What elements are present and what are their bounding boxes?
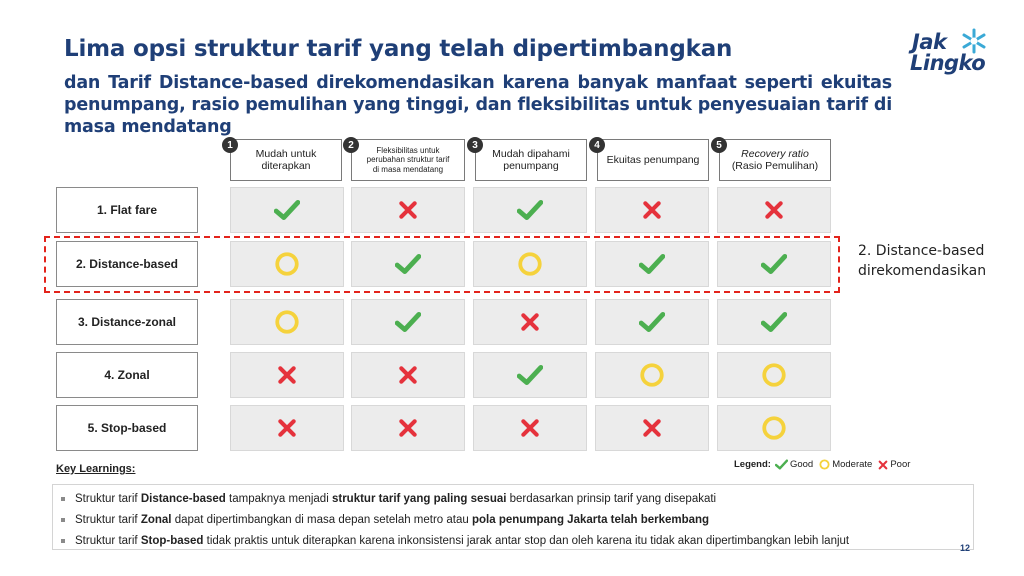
column-header-easy-to-understand: [475, 139, 587, 181]
cross-icon: [520, 312, 540, 332]
rating-cell-good: [473, 352, 587, 398]
column-header-flexibility: [351, 139, 465, 181]
criterion-number-4: 4: [589, 137, 605, 153]
rating-cell-good: [351, 299, 465, 345]
bullet-text: Struktur tarif: [75, 514, 141, 526]
criterion-number-3: 3: [467, 137, 483, 153]
legend: [734, 459, 913, 470]
rating-cell-moderate: [230, 299, 344, 345]
legend-moderate: [819, 459, 872, 470]
slide-title: Lima opsi struktur tarif yang telah dipertimbangkan: [64, 36, 733, 62]
criterion-number-2: 2: [343, 137, 359, 153]
bullet-text: Struktur tarif: [75, 493, 141, 505]
slide-subtitle: dan Tarif Distance-based direkomendasikan karena banyak manfaat seperti ekuitas penumpang, rasio pemulihan yang tinggi, dan fleksibilitas untuk penyesuaian tarif di masa mendatang: [64, 73, 892, 137]
page-number: 12: [960, 543, 971, 553]
recommendation-callout: [858, 241, 986, 281]
rating-cell-poor: [717, 187, 831, 233]
bullet-text: tampaknya menjadi: [225, 493, 332, 505]
rating-cell-poor: [351, 352, 465, 398]
circle-icon: [761, 362, 787, 388]
row-label-distance-zonal: 3. Distance-zonal: [56, 299, 198, 345]
column-header-text: diterapkan: [261, 160, 311, 172]
check-icon: [639, 311, 665, 333]
bullet-emphasis: pola penumpang Jakarta telah berkembang: [471, 514, 710, 526]
bullet-text: tidak praktis untuk diterapkan karena inkonsistensi jarak antar stop dan oleh karena itu tidak akan dipertimbangkan lebih lanjut: [203, 535, 850, 547]
key-learnings-title: Key Learnings:: [56, 463, 136, 475]
cross-icon: [642, 200, 662, 220]
rating-cell-moderate: [717, 352, 831, 398]
legend-good: [775, 459, 813, 470]
cross-icon: [277, 365, 297, 385]
logo-star-icon: [959, 26, 989, 56]
row-label-flat-fare: 1. Flat fare: [56, 187, 198, 233]
row-label-stop-based: 5. Stop-based: [56, 405, 198, 451]
circle-icon: [819, 459, 830, 470]
check-icon: [775, 459, 788, 470]
rating-cell-poor: [230, 405, 344, 451]
row-label-zonal: 4. Zonal: [56, 352, 198, 398]
row-label-distance-based: 2. Distance-based: [56, 241, 198, 287]
bullet-text: Struktur tarif: [75, 535, 141, 547]
check-icon: [274, 199, 300, 221]
legend-poor-label: Poor: [890, 459, 911, 470]
rating-cell-good: [717, 299, 831, 345]
callout-line1: 2. Distance-based: [858, 243, 985, 259]
rating-cell-poor: [473, 299, 587, 345]
check-icon: [395, 311, 421, 333]
rating-cell-good: [595, 299, 709, 345]
legend-title: Legend:: [734, 459, 771, 470]
cross-icon: [520, 418, 540, 438]
rating-cell-moderate: [595, 352, 709, 398]
key-learning-item: [61, 489, 973, 510]
column-header-text: (Rasio Pemulihan): [731, 160, 819, 172]
cross-icon: [878, 460, 888, 470]
criterion-number-5: 5: [711, 137, 727, 153]
bullet-emphasis: struktur tarif yang paling sesuai: [331, 493, 507, 505]
jaklingko-logo: [912, 26, 992, 82]
rating-cell-poor: [351, 405, 465, 451]
bullet-text: dapat dipertimbangkan di masa depan setelah metro atau: [171, 514, 472, 526]
check-icon: [761, 311, 787, 333]
circle-icon: [639, 362, 665, 388]
column-header-text: penumpang: [503, 160, 559, 172]
bullet-emphasis: Zonal: [140, 514, 172, 526]
rating-cell-moderate: [717, 405, 831, 451]
callout-line2: direkomendasikan: [858, 263, 987, 279]
legend-good-label: Good: [789, 459, 814, 470]
circle-icon: [761, 415, 787, 441]
column-header-recovery-ratio: [719, 139, 831, 181]
logo-text-line1: Jak: [912, 30, 947, 54]
bullet-text: berdasarkan prinsip tarif yang disepakati: [506, 493, 717, 505]
key-learnings-box: [52, 484, 974, 550]
legend-moderate-label: Moderate: [832, 459, 873, 470]
criterion-number-1: 1: [222, 137, 238, 153]
rating-cell-poor: [230, 352, 344, 398]
cross-icon: [398, 365, 418, 385]
recommended-row-highlight: [44, 236, 840, 293]
key-learning-item: [61, 531, 973, 552]
column-header-text: Ekuitas penumpang: [606, 154, 700, 166]
key-learning-item: [61, 510, 973, 531]
cross-icon: [398, 200, 418, 220]
cross-icon: [642, 418, 662, 438]
check-icon: [517, 364, 543, 386]
rating-cell-poor: [595, 405, 709, 451]
bullet-emphasis: Distance-based: [140, 493, 226, 505]
column-header-text: Mudah untuk: [255, 148, 317, 160]
column-header-text: Recovery ratio: [741, 148, 809, 160]
column-header-passenger-equity: [597, 139, 709, 181]
logo-text-line2: Lingko: [910, 51, 986, 75]
bullet-emphasis: Stop-based: [140, 535, 204, 547]
column-header-ease-of-implementation: [230, 139, 342, 181]
cross-icon: [398, 418, 418, 438]
rating-cell-poor: [595, 187, 709, 233]
rating-cell-poor: [473, 405, 587, 451]
column-header-text: Mudah dipahami: [492, 148, 570, 160]
rating-cell-poor: [351, 187, 465, 233]
rating-cell-good: [230, 187, 344, 233]
column-header-text: Fleksibilitas untuk: [376, 145, 440, 155]
legend-poor: [878, 459, 910, 470]
check-icon: [517, 199, 543, 221]
circle-icon: [274, 309, 300, 335]
cross-icon: [277, 418, 297, 438]
column-header-text: perubahan struktur tarif: [366, 155, 450, 165]
column-header-text: di masa mendatang: [372, 164, 444, 174]
rating-cell-good: [473, 187, 587, 233]
cross-icon: [764, 200, 784, 220]
